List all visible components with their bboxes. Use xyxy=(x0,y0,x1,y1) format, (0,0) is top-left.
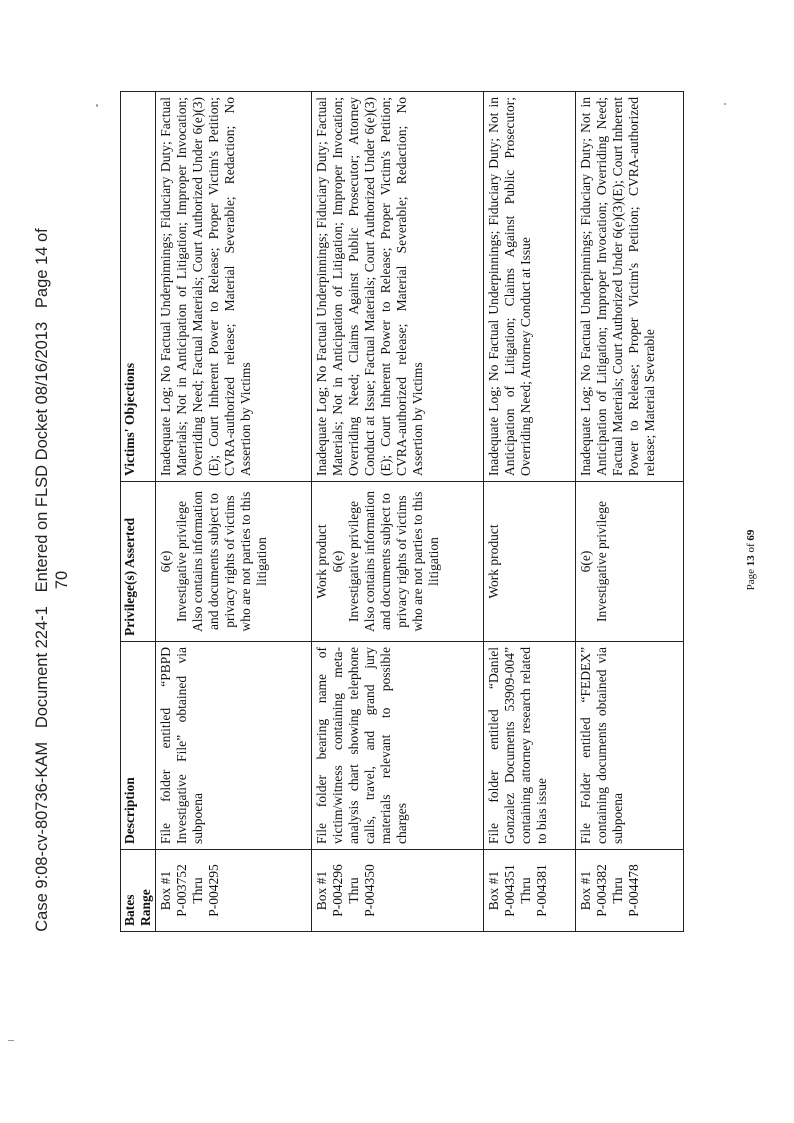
objections-cell: Inadequate Log; No Factual Underpinnings; Fiduciary Duty; Factual Materials; Not in Anticipation of Litigation; Improper Invocation; Overriding Need; Factual Materials; Court Authorized Under 6(e)(3)(E); Court Inherent Power to Release; Proper Victim's Petition; CVRA-authorized release; Material Severable; Redaction; No Assertion by Victims xyxy=(156,92,312,482)
privilege-log-table-wrapper xyxy=(120,92,665,932)
privilege-item: Work product xyxy=(486,524,501,599)
footer-of: of xyxy=(745,540,757,556)
bates-end: P-004350 xyxy=(362,864,377,917)
footer-prefix: Page xyxy=(745,566,757,591)
objections-cell: Inadequate Log; No Factual Underpinnings; Fiduciary Duty; Factual Materials; Not in Anticipation of Litigation; Improper Invocation; Overriding Need; Claims Against Public Prosecutor; Attorney Conduct at Issue; Factual Materials; Court Authorized Under 6(e)(3)(E); Court Inherent Power to Release; Proper Victim's Petition; CVRA-authorized release; Material Severable; Redaction; No Assertion by Victims xyxy=(312,92,484,482)
privilege-item: Also contains information and documents subject to privacy rights of victims who are not parties to this litigation xyxy=(362,491,441,632)
bates-box: Box #1 xyxy=(578,870,593,911)
bates-range-cell xyxy=(156,850,312,932)
privileges-cell xyxy=(576,482,684,642)
privilege-item: Investigative privilege xyxy=(174,500,189,623)
bates-range-cell xyxy=(484,850,576,932)
page-footer xyxy=(745,460,765,660)
footer-total-pages: 69 xyxy=(745,529,757,541)
bates-box: Box #1 xyxy=(314,870,329,911)
privileges-cell xyxy=(484,482,576,642)
description-cell: File folder bearing name of victim/witness containing meta-analysis chart showing telephone calls, travel, and grand jury materials relevant to possible charges xyxy=(312,642,484,850)
bates-thru: Thru xyxy=(610,877,625,904)
bates-end: P-004295 xyxy=(206,864,221,917)
footer-page-number: 13 xyxy=(745,555,757,567)
court-filing-header xyxy=(32,80,78,1080)
bates-start: P-004296 xyxy=(330,864,345,917)
bates-end: P-004478 xyxy=(626,864,641,917)
bates-range-cell xyxy=(576,850,684,932)
privilege-item: 6(e) xyxy=(578,550,593,573)
objections-cell: Inadequate Log; No Factual Underpinnings; Fiduciary Duty; Not in Anticipation of Litigation; Improper Invocation; Overriding Need; Factual Materials; Court Authorized Under 6(e)(3)(E); Court Inherent Power to Release; Proper Victim's Petition; CVRA-authorized release; Material Severable xyxy=(576,92,684,482)
table-row xyxy=(484,92,576,932)
privilege-item: Investigative privilege xyxy=(346,500,361,623)
privileges-cell xyxy=(156,482,312,642)
privilege-item: Also contains information and documents subject to privacy rights of victims who are not parties to this litigation xyxy=(190,491,269,632)
privilege-item: 6(e) xyxy=(330,550,345,573)
scan-speck xyxy=(8,1040,14,1041)
table-row xyxy=(312,92,484,932)
bates-range-cell xyxy=(312,850,484,932)
description-cell: File Folder entitled “FEDEX” containing documents obtained via subpoena xyxy=(576,642,684,850)
bates-start: P-004351 xyxy=(502,864,517,917)
column-header-privileges: Privilege(s) Asserted xyxy=(121,482,156,642)
header-line-1: Case 9:08-cv-80736-KAM Document 224-1 Entered on FLSD Docket 08/16/2013 Page 14 of xyxy=(33,228,51,932)
privilege-item: 6(e) xyxy=(158,550,173,573)
description-cell: File folder entitled “PBPD Investigative File” obtained via subpoena xyxy=(156,642,312,850)
scan-speck xyxy=(96,104,98,107)
bates-start: P-003752 xyxy=(174,864,189,917)
header-line-2: 70 xyxy=(53,570,71,590)
table-header-row xyxy=(121,92,156,932)
column-header-bates-range: Bates Range xyxy=(121,850,156,932)
privilege-item: Investigative privilege xyxy=(594,500,609,623)
bates-box: Box #1 xyxy=(158,870,173,911)
bates-thru: Thru xyxy=(346,877,361,904)
bates-thru: Thru xyxy=(190,877,205,904)
column-header-objections: Victims' Objections xyxy=(121,92,156,482)
scan-speck xyxy=(724,103,726,105)
bates-box: Box #1 xyxy=(486,870,501,911)
table-row xyxy=(576,92,684,932)
description-cell: File folder entitled “Daniel Gonzalez Documents 53909-004” containing attorney research related to bias issue xyxy=(484,642,576,850)
column-header-description: Description xyxy=(121,642,156,850)
bates-end: P-004381 xyxy=(534,864,549,917)
table-row xyxy=(156,92,312,932)
privileges-cell xyxy=(312,482,484,642)
objections-cell: Inadequate Log; No Factual Underpinnings; Fiduciary Duty; Not in Anticipation of Litigation; Claims Against Public Prosecutor; Overriding Need; Attorney Conduct at Issue xyxy=(484,92,576,482)
privilege-log-table xyxy=(120,91,684,932)
bates-start: P-004382 xyxy=(594,864,609,917)
privilege-item: Work product xyxy=(314,524,329,599)
bates-thru: Thru xyxy=(518,877,533,904)
